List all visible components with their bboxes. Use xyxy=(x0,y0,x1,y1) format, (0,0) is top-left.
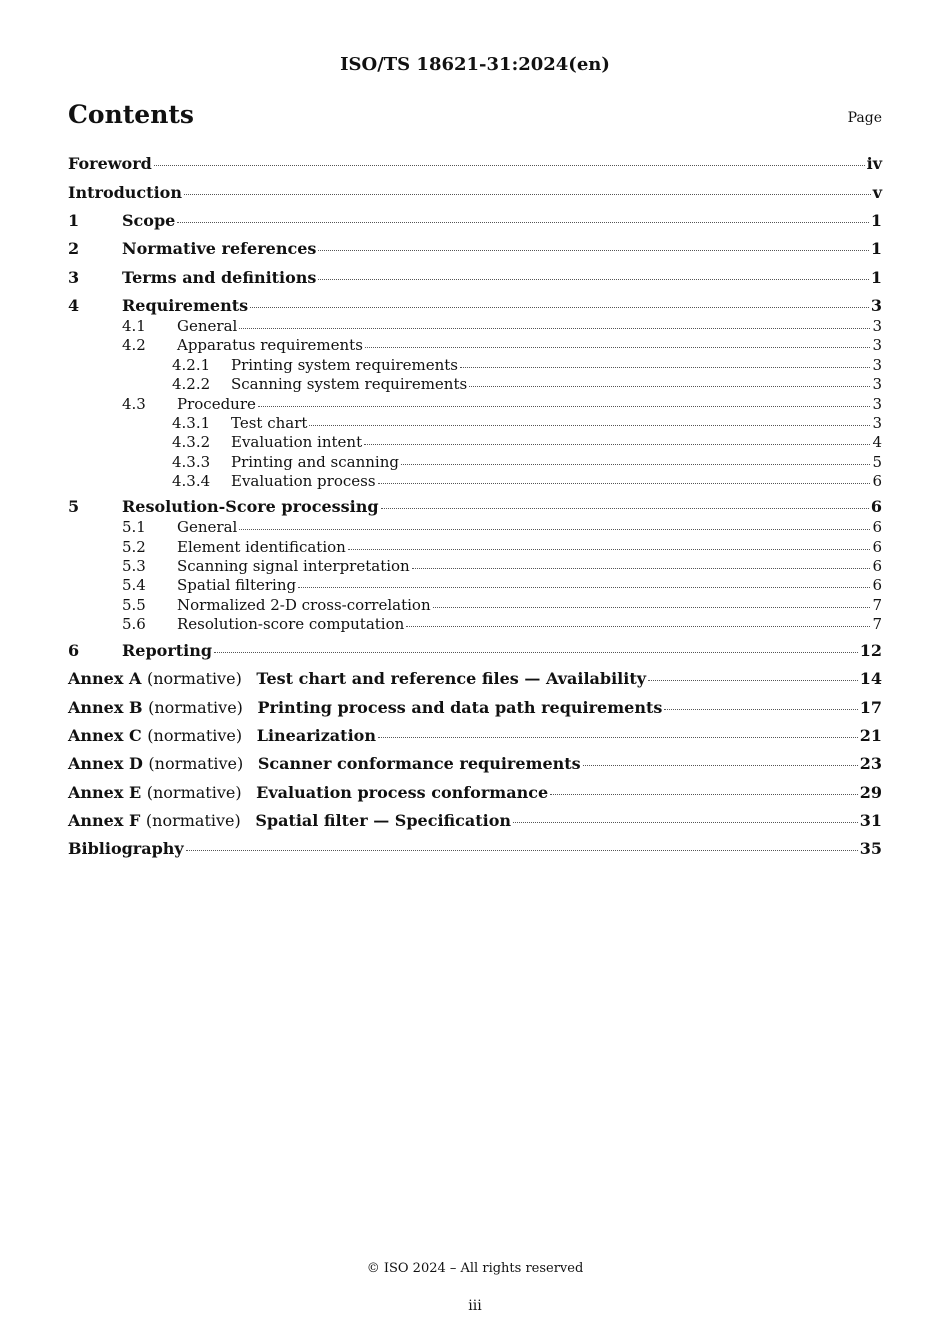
annex-type: (normative) xyxy=(145,810,241,830)
toc-entry-page: 3 xyxy=(872,336,882,355)
toc-entry-page: 5 xyxy=(872,452,882,471)
toc-entry-number: 4.1 xyxy=(122,317,146,336)
toc-entry-title: Apparatus requirements xyxy=(177,336,363,355)
toc-entry-5-2[interactable] xyxy=(68,538,882,557)
toc-entry-5-4[interactable] xyxy=(68,576,882,595)
toc-entry-1[interactable] xyxy=(68,210,882,238)
toc-entry-page: 3 xyxy=(872,317,882,336)
toc-entry-page: 3 xyxy=(872,414,882,433)
toc-entry-number: 5.1 xyxy=(122,518,146,537)
annex-type: (normative) xyxy=(146,782,242,802)
toc-entry-number: 5.5 xyxy=(122,595,146,614)
toc-entry-title: Normative references xyxy=(122,239,317,259)
toc-entry-page: 7 xyxy=(872,595,882,614)
toc-entry-page: 6 xyxy=(872,472,882,491)
annex-label: Annex D xyxy=(68,754,143,774)
toc-entry-number: 2 xyxy=(68,239,80,259)
annex-type: (normative) xyxy=(148,697,243,717)
annex-type: (normative) xyxy=(147,726,243,746)
toc-entry-number: 4.3.4 xyxy=(172,472,211,491)
toc-entry-page: 12 xyxy=(859,641,882,661)
toc-entry-number: 5 xyxy=(68,497,80,517)
toc-entry-page: 31 xyxy=(859,810,882,830)
dot-leader xyxy=(469,386,870,387)
toc-entry-number: 5.2 xyxy=(122,537,146,556)
document-header-id: ISO/TS 18621-31:2024(en) xyxy=(340,54,610,75)
toc-entry-page: 6 xyxy=(872,537,882,556)
toc-entry-title: Scanning signal interpretation xyxy=(177,556,410,575)
toc-entry-title: Requirements xyxy=(122,296,249,316)
toc-entry-title: Spatial filtering xyxy=(177,576,297,595)
toc-entry-title: Bibliography xyxy=(68,839,184,859)
toc-entry-page: 6 xyxy=(872,556,882,575)
toc-entry-title: Evaluation process conformance xyxy=(256,782,549,802)
toc-entry-foreword[interactable] xyxy=(68,153,882,182)
toc-entry-5[interactable] xyxy=(68,496,882,518)
toc-entry-number: 5.6 xyxy=(122,615,146,634)
toc-entry-number: 3 xyxy=(68,267,80,287)
toc-entry-number: 5.3 xyxy=(122,556,146,575)
contents-title: Contents xyxy=(68,100,195,129)
page-number: iii xyxy=(468,1298,482,1314)
toc-entry-page: 6 xyxy=(870,497,882,517)
toc-entry-annex-a[interactable] xyxy=(68,668,882,696)
toc-entry-page: 3 xyxy=(872,394,882,413)
dot-leader xyxy=(298,587,870,588)
dot-leader xyxy=(154,165,865,166)
toc-entry-title: Procedure xyxy=(177,394,256,413)
toc-entry-3[interactable] xyxy=(68,267,882,295)
toc-entry-title: Terms and definitions xyxy=(122,267,317,287)
dot-leader xyxy=(583,765,858,766)
toc-entry-title: Scope xyxy=(122,211,176,231)
toc-entry-title: Evaluation intent xyxy=(231,433,363,452)
dot-leader xyxy=(258,406,871,407)
dot-leader xyxy=(348,549,871,550)
toc-entry-5-1[interactable] xyxy=(68,518,882,537)
toc-entry-title: Introduction xyxy=(68,182,182,202)
toc-entry-number: 6 xyxy=(68,641,80,661)
dot-leader xyxy=(318,279,868,280)
toc-entry-title: Spatial filter — Specification xyxy=(255,810,512,830)
toc-entry-title: Printing system requirements xyxy=(231,355,458,374)
toc-entry-page: 21 xyxy=(859,726,882,746)
annex-type: (normative) xyxy=(148,754,244,774)
copyright-notice: © ISO 2024 – All rights reserved xyxy=(366,1261,584,1276)
toc-entry-title: Test chart and reference files — Availability xyxy=(256,669,647,689)
toc-entry-title: General xyxy=(177,518,238,537)
toc-entry-2[interactable] xyxy=(68,238,882,266)
toc-entry-number: 4 xyxy=(68,296,80,316)
annex-label: Annex B xyxy=(68,697,143,717)
toc-entry-annex-d[interactable] xyxy=(68,753,882,781)
toc-entry-number: 5.4 xyxy=(122,576,146,595)
toc-entry-page: 1 xyxy=(870,239,882,259)
toc-entry-title: Resolution-score computation xyxy=(177,615,405,634)
dot-leader xyxy=(250,307,869,308)
toc-entry-4-3-1[interactable] xyxy=(68,414,882,433)
toc-entry-page: 23 xyxy=(859,754,882,774)
toc-entry-4-3[interactable] xyxy=(68,395,882,414)
table-of-contents xyxy=(68,153,882,867)
annex-label: Annex F xyxy=(68,810,141,830)
toc-entry-annex-c[interactable] xyxy=(68,725,882,753)
toc-entry-6[interactable] xyxy=(68,640,882,668)
dot-leader xyxy=(412,568,871,569)
dot-leader xyxy=(664,709,857,710)
dot-leader xyxy=(214,652,858,653)
dot-leader xyxy=(378,483,871,484)
toc-entry-number: 4.2 xyxy=(122,336,146,355)
dot-leader xyxy=(378,737,858,738)
toc-entry-number: 4.2.2 xyxy=(172,375,211,394)
toc-entry-page: 6 xyxy=(872,576,882,595)
toc-entry-4-1[interactable] xyxy=(68,317,882,336)
dot-leader xyxy=(186,850,858,851)
dot-leader xyxy=(401,464,870,465)
dot-leader xyxy=(513,822,858,823)
dot-leader xyxy=(364,444,870,445)
toc-entry-introduction[interactable] xyxy=(68,182,882,211)
toc-entry-title: Scanning system requirements xyxy=(231,375,468,394)
toc-entry-number: 4.2.1 xyxy=(172,355,211,374)
dot-leader xyxy=(318,250,868,251)
toc-entry-4-2-1[interactable] xyxy=(68,356,882,375)
toc-entry-annex-e[interactable] xyxy=(68,782,882,810)
toc-entry-4-3-2[interactable] xyxy=(68,433,882,452)
dot-leader xyxy=(648,680,858,681)
toc-entry-title: Normalized 2-D cross-correlation xyxy=(177,595,431,614)
dot-leader xyxy=(550,794,858,795)
toc-entry-title: Element identification xyxy=(177,537,346,556)
toc-entry-number: 4.3.1 xyxy=(172,414,211,433)
toc-entry-4-2-2[interactable] xyxy=(68,375,882,394)
dot-leader xyxy=(184,194,871,195)
toc-entry-page: 1 xyxy=(870,267,882,287)
toc-entry-title: General xyxy=(177,317,238,336)
toc-entry-title: Evaluation process xyxy=(231,472,376,491)
toc-entry-5-5[interactable] xyxy=(68,596,882,615)
toc-entry-number: 4.3.2 xyxy=(172,433,211,452)
toc-entry-number: 4.3 xyxy=(122,394,146,413)
toc-entry-page: 29 xyxy=(859,782,882,802)
toc-entry-4-3-3[interactable] xyxy=(68,453,882,472)
toc-entry-page: 7 xyxy=(872,615,882,634)
toc-entry-page: 3 xyxy=(870,296,882,316)
dot-leader xyxy=(239,328,870,329)
toc-entry-5-3[interactable] xyxy=(68,557,882,576)
toc-entry-bibliography[interactable] xyxy=(68,838,882,866)
toc-entry-4-2[interactable] xyxy=(68,336,882,355)
toc-entry-4[interactable] xyxy=(68,295,882,317)
toc-entry-5-6[interactable] xyxy=(68,615,882,640)
toc-entry-title: Foreword xyxy=(68,154,152,173)
annex-label: Annex A xyxy=(68,669,142,689)
dot-leader xyxy=(239,529,870,530)
dot-leader xyxy=(365,347,871,348)
dot-leader xyxy=(406,626,870,627)
toc-entry-page: v xyxy=(872,182,882,202)
page-column-label: Page xyxy=(847,110,882,126)
toc-entry-annex-b[interactable] xyxy=(68,697,882,725)
toc-entry-title: Printing process and data path requirements xyxy=(257,697,663,717)
dot-leader xyxy=(381,508,869,509)
toc-entry-number: 1 xyxy=(68,211,80,231)
toc-entry-title: Linearization xyxy=(256,726,376,746)
toc-entry-page: 6 xyxy=(872,518,882,537)
toc-entry-page: 3 xyxy=(872,355,882,374)
toc-entry-annex-f[interactable] xyxy=(68,810,882,838)
toc-entry-page: iv xyxy=(866,154,882,173)
toc-entry-number: 4.3.3 xyxy=(172,452,211,471)
toc-entry-page: 14 xyxy=(859,669,882,689)
toc-entry-page: 17 xyxy=(859,697,882,717)
toc-entry-page: 1 xyxy=(870,211,882,231)
toc-entry-title: Resolution-Score processing xyxy=(122,497,379,517)
toc-entry-page: 35 xyxy=(859,839,882,859)
toc-entry-title: Printing and scanning xyxy=(231,452,399,471)
toc-entry-title: Reporting xyxy=(122,641,213,661)
dot-leader xyxy=(433,607,871,608)
toc-entry-title: Scanner conformance requirements xyxy=(257,754,581,774)
annex-label: Annex C xyxy=(68,726,142,746)
dot-leader xyxy=(460,367,870,368)
toc-entry-4-3-4[interactable] xyxy=(68,472,882,496)
toc-entry-title: Test chart xyxy=(231,414,308,433)
toc-entry-page: 4 xyxy=(872,433,882,452)
toc-entry-page: 3 xyxy=(872,375,882,394)
dot-leader xyxy=(177,222,869,223)
annex-type: (normative) xyxy=(146,669,242,689)
annex-label: Annex E xyxy=(68,782,142,802)
dot-leader xyxy=(309,425,870,426)
